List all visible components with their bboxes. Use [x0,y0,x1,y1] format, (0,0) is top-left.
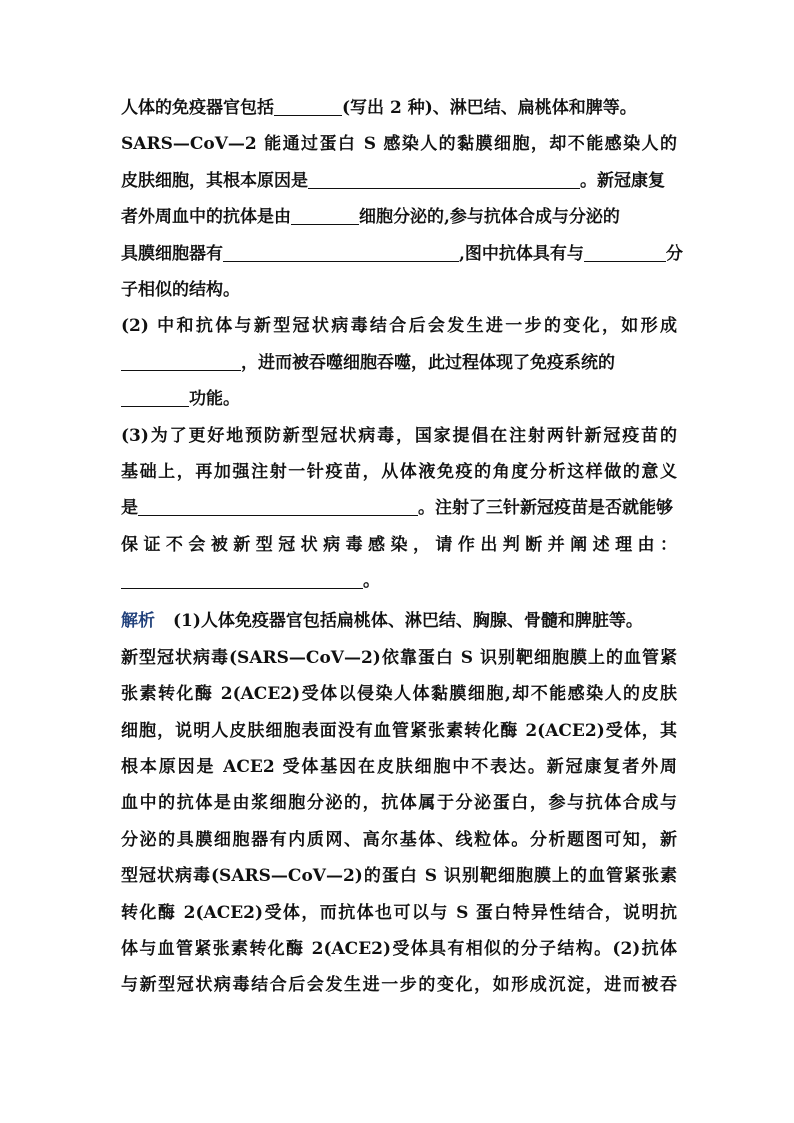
question-line-5 [121,236,683,272]
text-segment: 是 [121,498,138,519]
text-segment: 。注射了三针新冠疫苗是否就能够 [418,498,673,519]
question-line-6: 子相似的结构。 [121,279,240,300]
answer-blank[interactable] [223,241,459,262]
analysis-line-9: 转化酶 2(ACE2)受体，而抗体也可以与 S 蛋白特异性结合，说明抗 [121,902,677,923]
answer-blank[interactable] [584,241,666,262]
answer-blank[interactable] [121,350,241,371]
question-line-7: (2) 中和抗体与新型冠状病毒结合后会发生进一步的变化，如形成 [121,316,677,337]
text-segment: 细胞分泌的,参与抗体合成与分泌的 [359,207,620,228]
answer-blank[interactable] [291,204,359,225]
text-segment: (1)人体免疫器官包括扁桃体、淋巴结、胸腺、骨髓和脾脏等。 [173,611,643,632]
text-segment: ，进而被吞噬细胞吞噬，此过程体现了免疫系统的 [241,352,615,373]
text-segment: 者外周血中的抗体是由 [121,207,291,228]
text-segment: 具膜细胞器有 [121,243,223,264]
analysis-line-4: 细胞，说明人皮肤细胞表面没有血管紧张素转化酶 2(ACE2)受体，其 [121,720,677,741]
question-text [121,90,683,1004]
analysis-line-8: 型冠状病毒(SARS—CoV—2)的蛋白 S 识别靶细胞膜上的血管紧张素 [121,866,677,887]
text-segment: 人体的免疫器官包括 [121,98,274,118]
analysis-line-11: 与新型冠状病毒结合后会发生进一步的变化，如形成沉淀，进而被吞 [121,975,677,996]
question-line-11: 基础上，再加强注射一针疫苗，从体液免疫的角度分析这样做的意义 [121,461,677,482]
question-line-1 [121,90,677,126]
question-line-10: (3)为了更好地预防新型冠状病毒，国家提倡在注射两针新冠疫苗的 [121,425,677,446]
text-segment: 皮肤细胞，其根本原因是 [121,170,308,191]
analysis-line-3: 张素转化酶 2(ACE2)受体以侵染人体黏膜细胞,却不能感染人的皮肤 [121,684,677,705]
analysis-line-10: 体与血管紧张素转化酶 2(ACE2)受体具有相似的分子结构。(2)抗体 [121,938,677,959]
answer-blank[interactable] [308,168,580,189]
analysis-line-5: 根本原因是 ACE2 受体基因在皮肤细胞中不表达。新冠康复者外周 [121,757,677,778]
question-line-8 [121,345,677,381]
answer-blank[interactable] [274,95,342,116]
answer-blank[interactable] [121,568,363,589]
text-segment: 分 [665,243,683,264]
question-line-2: SARS—CoV—2 能通过蛋白 S 感染人的黏膜细胞，却不能感染人的 [121,134,677,155]
question-line-4 [121,199,677,235]
text-segment: 功能。 [189,389,240,410]
analysis-line-2: 新型冠状病毒(SARS—CoV—2)依靠蛋白 S 识别靶细胞膜上的血管紧 [121,647,677,668]
analysis-line-1 [121,603,677,639]
analysis-label: 解析 [121,611,155,632]
text-segment: ,图中抗体具有与 [459,243,584,264]
text-segment: 。新冠康复 [580,170,665,191]
analysis-line-6: 血中的抗体是由浆细胞分泌的，抗体属于分泌蛋白，参与抗体合成与 [121,793,677,814]
question-line-12 [121,490,677,526]
text-segment: 。 [363,571,380,592]
question-line-3 [121,163,677,199]
question-line-13: 保证不会被新型冠状病毒感染，请作出判断并阐述理由： [121,534,677,555]
question-line-14 [121,563,677,599]
text-segment: (写出 2 种)、淋巴结、扁桃体和脾等。 [342,98,637,118]
analysis-line-7: 分泌的具膜细胞器有内质网、高尔基体、线粒体。分析题图可知，新 [121,829,677,850]
answer-blank[interactable] [121,386,189,407]
question-line-9 [121,381,677,417]
answer-blank[interactable] [138,495,418,516]
